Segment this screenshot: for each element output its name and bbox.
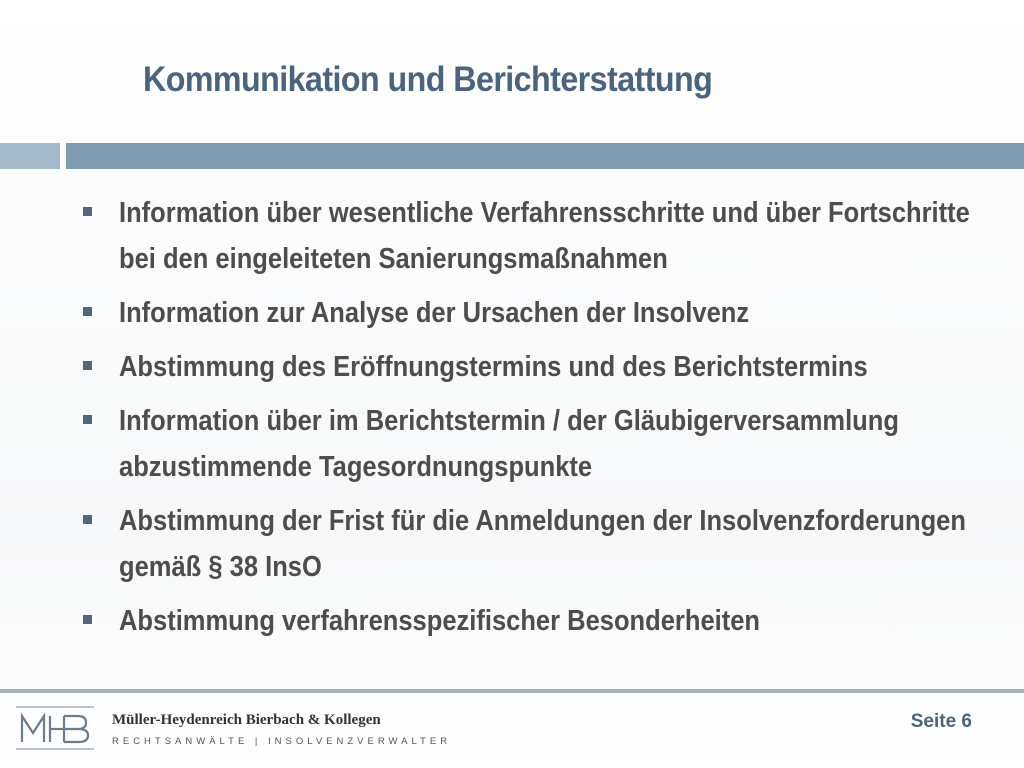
slide-title: Kommunikation und Berichterstattung — [143, 60, 713, 99]
square-bullet-icon — [83, 207, 92, 216]
company-subtitle: RECHTSANWÄLTE | INSOLVENZVERWALTER — [112, 736, 452, 747]
company-name: Müller-Heydenreich Bierbach & Kollegen — [112, 712, 381, 728]
bullet-text: Abstimmung der Frist für die Anmeldungen der Insolvenzforderungen gemäß § 38 InsO — [119, 505, 966, 583]
mhb-logo-icon — [16, 705, 94, 751]
bullet-item — [78, 498, 988, 590]
bullet-item — [78, 344, 988, 390]
bullet-text: Abstimmung des Eröffnungstermins und des Berichtstermins — [119, 351, 868, 383]
header-accent-bar — [0, 143, 60, 169]
bullet-text: Information über im Berichtstermin / der Gläubigerversammlung abzustimmende Tagesordnungspunkte — [119, 405, 899, 483]
bullet-text: Information zur Analyse der Ursachen der Insolvenz — [119, 297, 750, 329]
header-bar — [66, 143, 1024, 169]
square-bullet-icon — [83, 307, 92, 316]
bullet-item — [78, 598, 988, 644]
square-bullet-icon — [83, 515, 92, 524]
footer-divider — [0, 689, 1024, 693]
square-bullet-icon — [83, 361, 92, 370]
square-bullet-icon — [83, 415, 92, 424]
bullet-text: Abstimmung verfahrensspezifischer Besonderheiten — [119, 605, 761, 637]
bullet-item — [78, 290, 988, 336]
bullet-item — [78, 190, 988, 282]
square-bullet-icon — [83, 615, 92, 624]
bullet-list — [78, 190, 988, 652]
page-number: Seite 6 — [910, 711, 972, 732]
bullet-text: Information über wesentliche Verfahrensschritte und über Fortschritte bei den eingeleiteten Sanierungsmaßnahmen — [119, 197, 970, 275]
bullet-item — [78, 398, 988, 490]
